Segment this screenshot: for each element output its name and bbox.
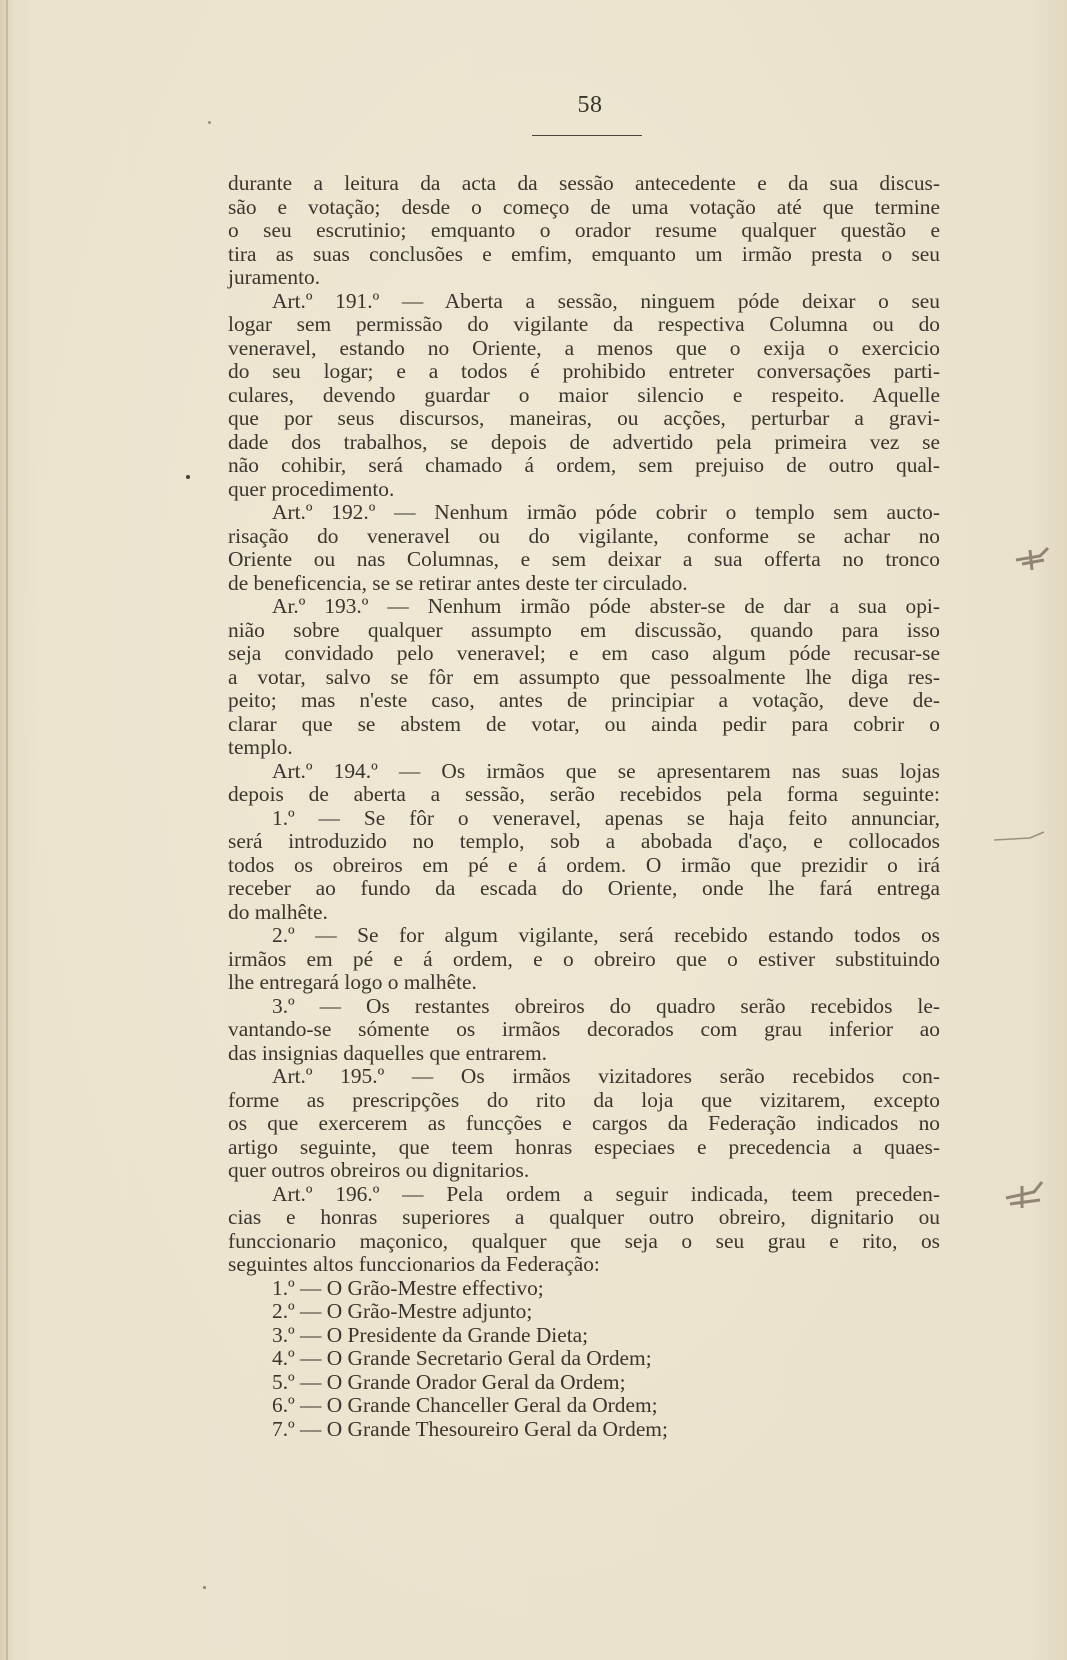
text-line: não cohibir, será chamado á ordem, sem prejuiso de outro qual- — [228, 453, 940, 477]
text-line: 2.º — Se for algum vigilante, será recebido estando todos os — [272, 923, 940, 947]
text-line: logar sem permissão do vigilante da respectiva Columna ou do — [228, 312, 940, 336]
paper-speck — [203, 1586, 206, 1589]
article-196 — [228, 1183, 940, 1277]
paragraph-continuation — [228, 172, 940, 290]
text-line: quer procedimento. — [228, 476, 395, 501]
text-line: Oriente ou nas Columnas, e sem deixar a sua offerta no tronco — [228, 547, 940, 571]
text-line: artigo seguinte, que teem honras especiaes e precedencia a quaes- — [228, 1134, 940, 1159]
text-line: 3.º — Os restantes obreiros do quadro serão recebidos le- — [272, 993, 940, 1018]
text-line: são e votação; desde o começo de uma votação até que termine — [228, 194, 940, 219]
text-line: nião sobre qualquer assumpto em discussão, quando para isso — [228, 617, 940, 642]
text-line: os que exercerem as funcções e cargos da Federação indicados no — [228, 1111, 940, 1135]
text-line: seguintes altos funccionarios da Federação: — [228, 1252, 600, 1276]
article-193 — [228, 595, 940, 760]
margin-ink-mark — [1010, 530, 1054, 580]
text-line: durante a leitura da acta da sessão antecedente e da sua discus- — [228, 171, 940, 195]
text-line: será introduzido no templo, sob a abobada d'aço, e collocados — [228, 829, 940, 853]
list-item: 2.º — O Grão-Mestre adjunto; — [272, 1299, 533, 1323]
list-item: 1.º — O Grão-Mestre effectivo; — [272, 1275, 544, 1300]
article-194 — [228, 760, 940, 807]
text-line: juramento. — [228, 265, 321, 289]
text-line: do seu logar; e a todos é prohibido entreter conversações parti- — [228, 359, 940, 383]
text-line: tira as suas conclusões e emfim, emquanto um irmão presta o seu — [228, 241, 940, 266]
text-line: cias e honras superiores a qualquer outro obreiro, dignitario ou — [228, 1205, 940, 1229]
text-line: Art.º 195.º — Os irmãos vizitadores serão recebidos con- — [272, 1064, 940, 1088]
text-line: de beneficencia, se se retirar antes deste ter circulado. — [228, 570, 688, 595]
paper-speck — [186, 475, 190, 479]
text-line: receber ao fundo da escada do Oriente, onde lhe fará entrega — [228, 876, 940, 900]
text-line: todos os obreiros em pé e á ordem. O irmão que prezidir o irá — [228, 852, 940, 877]
text-line: o seu escrutinio; emquanto o orador resume qualquer questão e — [228, 218, 940, 242]
text-line: veneravel, estando no Oriente, a menos que o exija o exercicio — [228, 335, 940, 360]
list-item: 3.º — O Presidente da Grande Dieta; — [272, 1322, 589, 1347]
text-line: clarar que se abstem de votar, ou ainda pedir para cobrir o — [228, 711, 940, 736]
text-line: vantando-se sómente os irmãos decorados com grau inferior ao — [228, 1017, 940, 1041]
text-line: funccionario maçonico, qualquer que seja o seu grau e rito, os — [228, 1228, 940, 1253]
article-194-item-1 — [228, 807, 940, 925]
list-item: 6.º — O Grande Chanceller Geral da Ordem; — [272, 1393, 658, 1417]
list-item: 7.º — O Grande Thesoureiro Geral da Ordem; — [272, 1416, 668, 1441]
text-line: peito; mas n'este caso, antes de principiar a votação, deve de- — [228, 688, 940, 712]
article-194-item-2 — [228, 924, 940, 995]
article-194-item-3 — [228, 995, 940, 1066]
article-192 — [228, 501, 940, 595]
text-line: templo. — [228, 735, 293, 759]
functionaries-list — [228, 1277, 940, 1442]
text-line: forme as prescripções do rito da loja que vizitarem, excepto — [228, 1087, 940, 1112]
text-line: que por seus discursos, maneiras, ou acções, perturbar a gravi- — [228, 406, 940, 430]
page-number: 58 — [577, 92, 603, 118]
margin-ink-mark — [1000, 1170, 1050, 1214]
text-line: quer outros obreiros ou dignitarios. — [228, 1158, 530, 1182]
list-item: 5.º — O Grande Orador Geral da Ordem; — [272, 1369, 626, 1394]
list-item: 4.º — O Grande Secretario Geral da Ordem; — [272, 1346, 652, 1370]
page-binding-edge — [6, 0, 8, 1660]
text-line: risação do veneravel ou do vigilante, conforme se achar no — [228, 523, 940, 548]
text-line: Ar.º 193.º — Nenhum irmão póde abster-se de dar a sua opi- — [272, 594, 940, 618]
text-line: Art.º 194.º — Os irmãos que se apresentarem nas suas lojas — [272, 758, 940, 783]
paper-speck — [208, 121, 211, 124]
text-line: das insignias daquelles que entrarem. — [228, 1040, 547, 1065]
body-text — [228, 172, 940, 1441]
text-line: lhe entregará logo o malhête. — [228, 970, 477, 994]
text-line: depois de aberta a sessão, serão recebidos pela forma seguinte: — [228, 782, 940, 806]
text-line: dade dos trabalhos, se depois de advertido pela primeira vez se — [228, 429, 940, 454]
text-line: a votar, salvo se fôr em assumpto que pessoalmente lhe diga res- — [228, 664, 940, 689]
text-line: 1.º — Se fôr o veneravel, apenas se haja feito annunciar, — [272, 805, 940, 830]
text-line: irmãos em pé e á ordem, e o obreiro que o estiver substituindo — [228, 946, 940, 971]
article-195 — [228, 1065, 940, 1183]
margin-ink-mark — [990, 826, 1050, 850]
text-line: seja convidado pelo veneravel; e em caso algum póde recusar-se — [228, 641, 940, 665]
text-line: Art.º 191.º — Aberta a sessão, ninguem póde deixar o seu — [272, 288, 940, 313]
header-rule — [532, 135, 642, 136]
article-191 — [228, 290, 940, 502]
text-line: culares, devendo guardar o maior silencio e respeito. Aquelle — [228, 382, 940, 407]
text-line: do malhête. — [228, 899, 328, 924]
text-line: Art.º 192.º — Nenhum irmão póde cobrir o templo sem aucto- — [272, 500, 940, 524]
text-line: Art.º 196.º — Pela ordem a seguir indicada, teem preceden- — [272, 1181, 940, 1206]
